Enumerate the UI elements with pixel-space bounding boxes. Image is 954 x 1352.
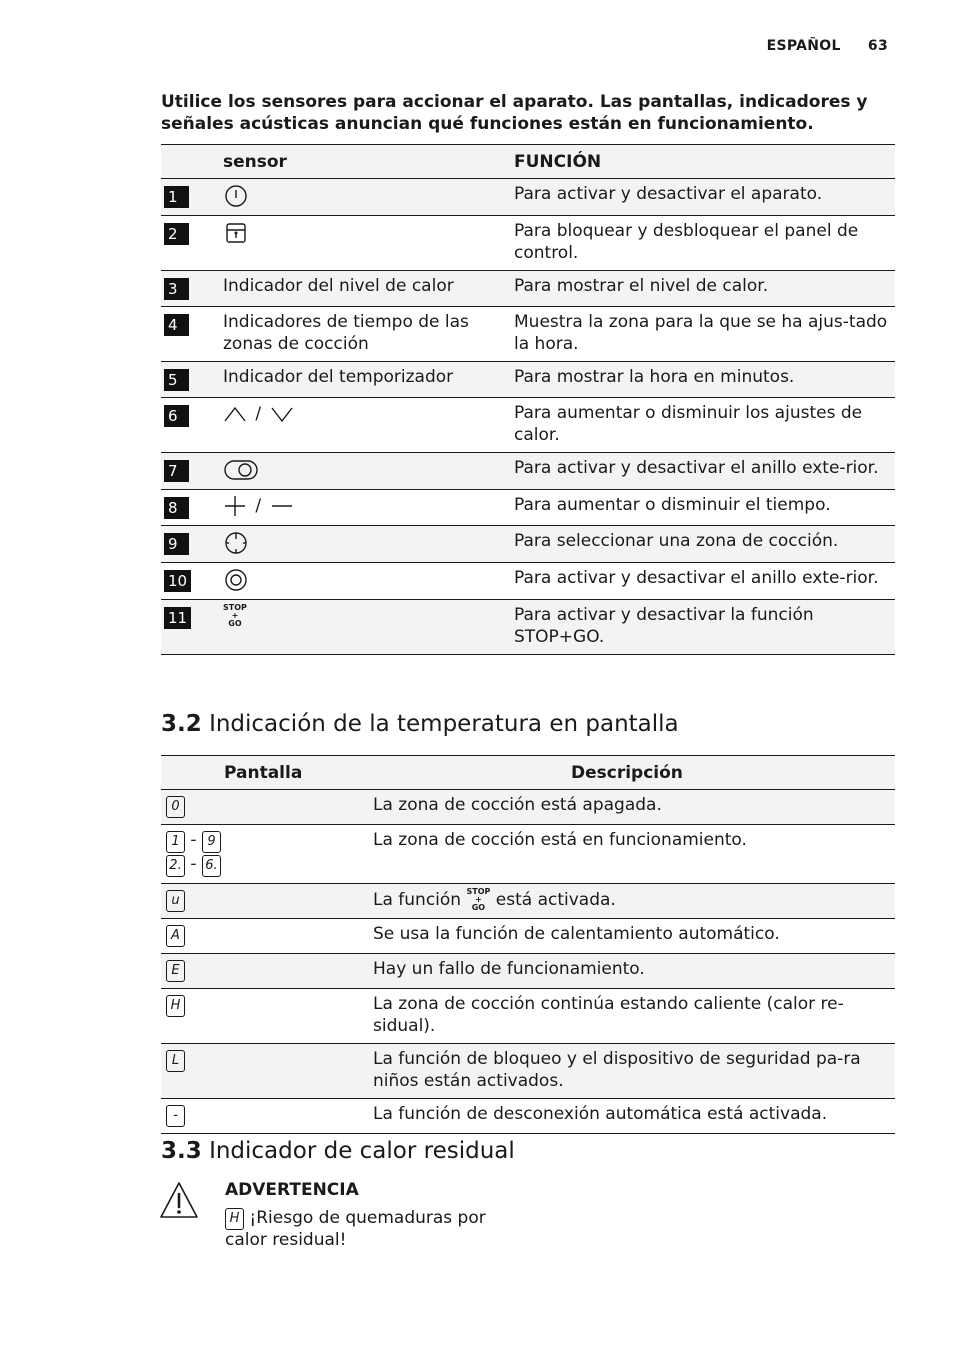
row-number: 10 [164, 570, 191, 592]
table-row [161, 362, 895, 398]
table-row [161, 919, 895, 954]
display-symbol: u [166, 890, 185, 912]
plus-label: + [475, 895, 482, 904]
page-number: 63 [867, 38, 888, 54]
header-language: ESPAÑOL [766, 38, 841, 54]
description-text: La zona de cocción continúa estando caliente (calor re-sidual). [373, 989, 895, 1044]
separator-slash: / [255, 496, 262, 516]
table-row [161, 1044, 895, 1099]
function-text: Para activar y desactivar el anillo exte-rior. [514, 453, 895, 490]
col-sensor: sensor [223, 145, 514, 179]
power-icon [223, 183, 249, 209]
range-dash: - [190, 830, 197, 850]
section-number: 3.3 [161, 1138, 202, 1164]
function-text: Para seleccionar una zona de cocción. [514, 526, 895, 563]
display-symbol: A [166, 925, 185, 947]
page-header [745, 38, 888, 54]
chevron-down-icon [270, 402, 294, 426]
table-row [161, 216, 895, 271]
display-symbol: L [166, 1050, 185, 1072]
table-row [161, 490, 895, 526]
table-row [161, 1099, 895, 1134]
chevron-up-icon [223, 402, 247, 426]
row-number: 3 [164, 278, 189, 300]
description-text: Se usa la función de calentamiento automático. [373, 919, 895, 954]
table-row [161, 600, 895, 655]
row-number: 9 [164, 533, 189, 555]
description-text: La función de desconexión automática está activada. [373, 1099, 895, 1134]
row-number: 1 [164, 186, 189, 208]
display-symbol: H [225, 1208, 244, 1230]
description-text: La función [373, 890, 462, 910]
function-text: Para mostrar la hora en minutos. [514, 362, 895, 398]
function-text: Para activar y desactivar la función STOP+GO. [514, 600, 895, 655]
warning-message: ¡Riesgo de quemaduras por calor residual! [225, 1208, 486, 1250]
section-3-2-heading [161, 711, 679, 737]
oval-ring-icon [223, 457, 259, 483]
row-number: 5 [164, 369, 189, 391]
function-text: Para aumentar o disminuir el tiempo. [514, 490, 895, 526]
intro-paragraph: Utilice los sensores para accionar el aparato. Las pantallas, indicadores y señales acústicas anuncian qué funciones están en funcionamiento. [161, 92, 868, 134]
display-symbol: - [166, 1105, 185, 1127]
sensor-text: Indicadores de tiempo de las zonas de cocción [223, 307, 514, 362]
lock-icon [223, 220, 249, 246]
sensor-text: Indicador del temporizador [223, 362, 514, 398]
description-text: La zona de cocción está apagada. [373, 790, 895, 825]
sensors-table-header [161, 145, 895, 179]
plus-icon [223, 494, 247, 518]
display-symbol: 9 [202, 831, 221, 853]
table-row [161, 989, 895, 1044]
table-row [161, 954, 895, 989]
table-row [161, 271, 895, 307]
display-symbol: 0 [166, 796, 185, 818]
warning-title: ADVERTENCIA [225, 1180, 359, 1200]
zone-select-icon [223, 530, 249, 556]
description-text: está activada. [495, 890, 616, 910]
warning-triangle-icon [158, 1180, 200, 1220]
function-text: Para activar y desactivar el anillo exte-rior. [514, 563, 895, 600]
table-row [161, 398, 895, 453]
row-number: 7 [164, 460, 189, 482]
table-row [161, 790, 895, 825]
row-number: 11 [164, 607, 191, 629]
display-symbol: 2. [166, 855, 185, 877]
plus-label: + [231, 611, 239, 620]
display-table-header [161, 756, 895, 790]
double-ring-icon [223, 567, 249, 593]
range-dash: - [190, 854, 197, 874]
section-3-3-heading [161, 1138, 515, 1164]
stop-go-icon [223, 604, 247, 628]
col-pantalla: Pantalla [161, 756, 373, 790]
section-title: Indicador de calor residual [209, 1138, 515, 1164]
function-text: Para activar y desactivar el aparato. [514, 179, 895, 216]
table-row [161, 884, 895, 919]
table-row [161, 563, 895, 600]
function-text: Para mostrar el nivel de calor. [514, 271, 895, 307]
row-number: 4 [164, 314, 189, 336]
function-text: Para bloquear y desbloquear el panel de control. [514, 216, 895, 271]
description-text: Hay un fallo de funcionamiento. [373, 954, 895, 989]
stop-label: STOP [223, 603, 247, 612]
table-row [161, 526, 895, 563]
stop-label: STOP [466, 887, 491, 896]
display-symbol: 1 [166, 831, 185, 853]
go-label: GO [471, 903, 486, 912]
function-text: Para aumentar o disminuir los ajustes de calor. [514, 398, 895, 453]
table-row [161, 825, 895, 884]
display-table [161, 755, 895, 1134]
col-descripcion: Descripción [373, 756, 895, 790]
go-label: GO [228, 619, 242, 628]
table-row [161, 307, 895, 362]
sensors-table [161, 144, 895, 655]
col-funcion: FUNCIÓN [514, 145, 895, 179]
warning-text [225, 1206, 525, 1251]
description-text: La función de bloqueo y el dispositivo de seguridad pa-ra niños están activados. [373, 1044, 895, 1099]
row-number: 6 [164, 405, 189, 427]
function-text: Muestra la zona para la que se ha ajus-tado la hora. [514, 307, 895, 362]
section-number: 3.2 [161, 711, 202, 737]
stop-go-icon [466, 888, 490, 912]
description-text: La zona de cocción está en funcionamiento. [373, 825, 895, 884]
row-number: 8 [164, 497, 189, 519]
minus-icon [270, 494, 294, 518]
table-row [161, 453, 895, 490]
table-row [161, 179, 895, 216]
sensor-text: Indicador del nivel de calor [223, 271, 514, 307]
display-symbol: 6. [202, 855, 221, 877]
display-symbol: H [166, 995, 185, 1017]
section-title: Indicación de la temperatura en pantalla [209, 711, 679, 737]
separator-slash: / [255, 404, 262, 424]
row-number: 2 [164, 223, 189, 245]
display-symbol: E [166, 960, 185, 982]
